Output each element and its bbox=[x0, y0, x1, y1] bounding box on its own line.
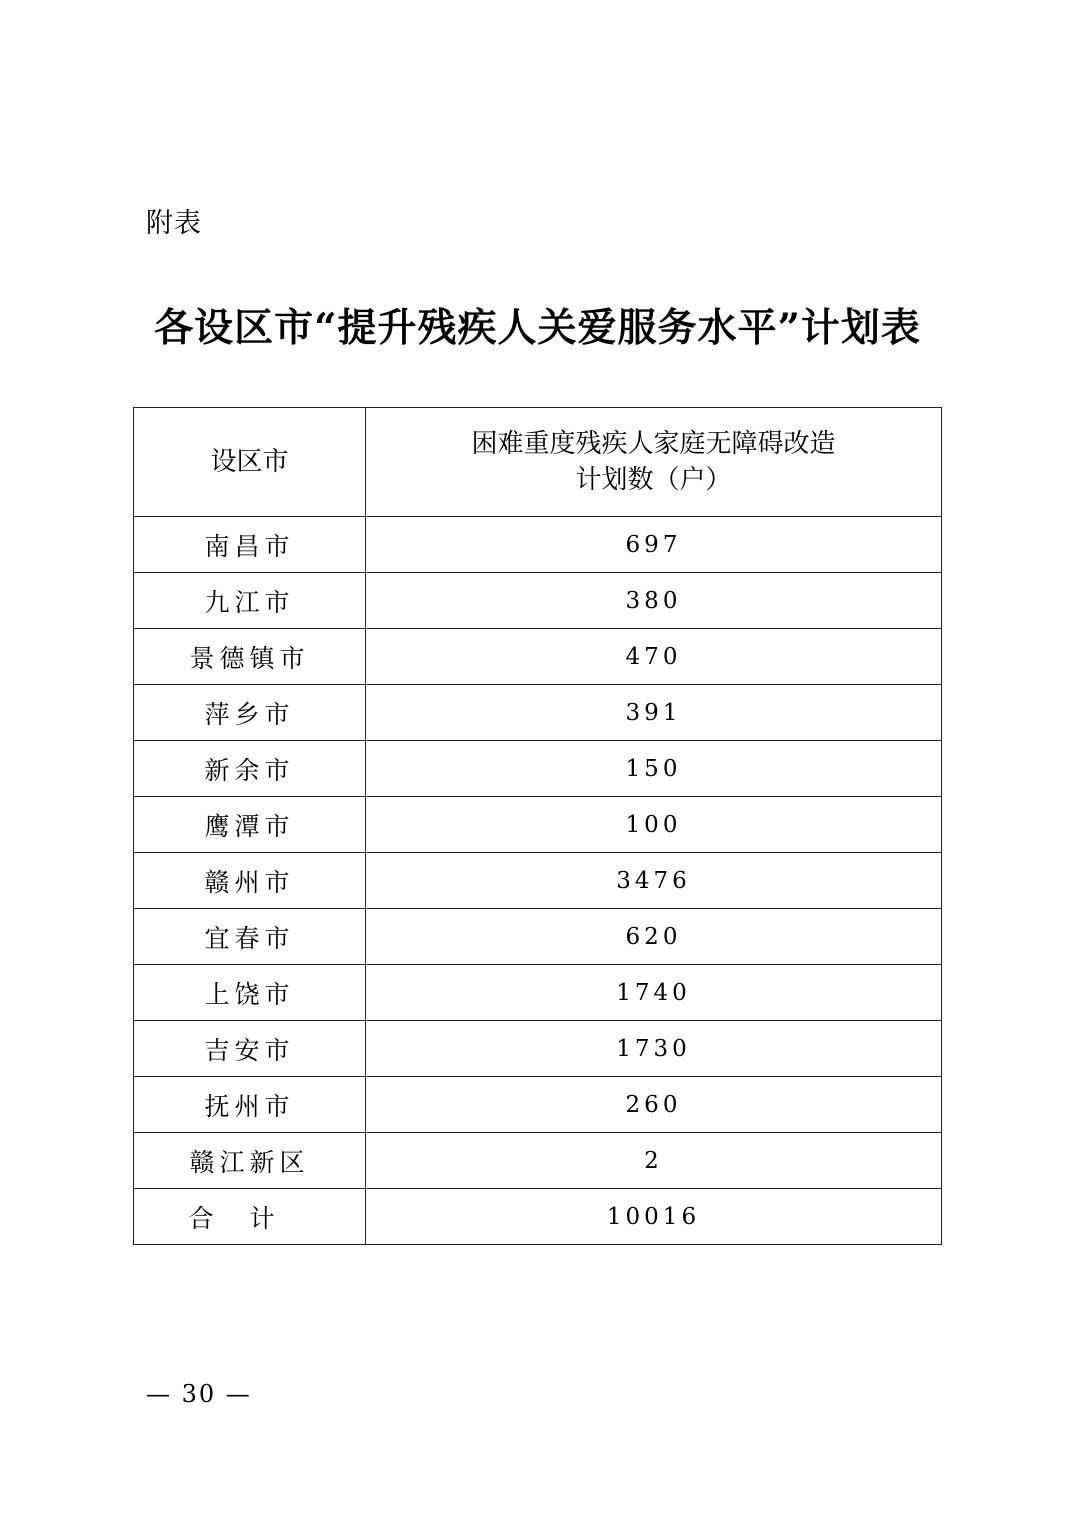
page-number: — 30 — bbox=[146, 1380, 252, 1408]
plan-count-cell: 391 bbox=[366, 685, 942, 741]
city-cell: 抚州市 bbox=[134, 1077, 366, 1133]
header-plan-line2: 计划数（户） bbox=[575, 465, 732, 495]
table-row bbox=[134, 685, 942, 741]
plan-count-cell: 1730 bbox=[366, 1021, 942, 1077]
plan-count-cell: 380 bbox=[366, 573, 942, 629]
table-row bbox=[134, 629, 942, 685]
table-row bbox=[134, 1021, 942, 1077]
document-title: 各设区市“提升残疾人关爱服务水平”计划表 bbox=[154, 305, 921, 351]
plan-count-cell: 470 bbox=[366, 629, 942, 685]
table-header-row bbox=[134, 408, 942, 517]
header-plan-line1: 困难重度残疾人家庭无障碍改造 bbox=[471, 429, 836, 459]
city-cell: 吉安市 bbox=[134, 1021, 366, 1077]
table-row bbox=[134, 853, 942, 909]
plan-count-cell: 620 bbox=[366, 909, 942, 965]
table-total-row bbox=[134, 1189, 942, 1245]
plan-count-cell: 697 bbox=[366, 517, 942, 573]
city-cell: 上饶市 bbox=[134, 965, 366, 1021]
city-cell: 赣江新区 bbox=[134, 1133, 366, 1189]
plan-count-cell: 2 bbox=[366, 1133, 942, 1189]
table-row bbox=[134, 1077, 942, 1133]
table-row bbox=[134, 573, 942, 629]
city-cell: 九江市 bbox=[134, 573, 366, 629]
total-value-cell: 10016 bbox=[366, 1189, 942, 1245]
table-row bbox=[134, 517, 942, 573]
city-cell: 宜春市 bbox=[134, 909, 366, 965]
attachment-label: 附表 bbox=[146, 208, 202, 239]
table-row bbox=[134, 909, 942, 965]
plan-count-cell: 150 bbox=[366, 741, 942, 797]
plan-count-cell: 3476 bbox=[366, 853, 942, 909]
total-label-cell: 合计 bbox=[134, 1189, 366, 1245]
plan-count-cell: 100 bbox=[366, 797, 942, 853]
city-cell: 景德镇市 bbox=[134, 629, 366, 685]
city-cell: 赣州市 bbox=[134, 853, 366, 909]
table-row bbox=[134, 1133, 942, 1189]
city-cell: 鹰潭市 bbox=[134, 797, 366, 853]
city-cell: 新余市 bbox=[134, 741, 366, 797]
city-cell: 萍乡市 bbox=[134, 685, 366, 741]
plan-count-cell: 1740 bbox=[366, 965, 942, 1021]
plan-count-cell: 260 bbox=[366, 1077, 942, 1133]
plan-table bbox=[133, 407, 942, 1245]
header-plan bbox=[366, 408, 942, 517]
header-city bbox=[134, 408, 366, 517]
table-row bbox=[134, 797, 942, 853]
header-city-label: 设区市 bbox=[210, 447, 289, 477]
table-row bbox=[134, 741, 942, 797]
table-row bbox=[134, 965, 942, 1021]
city-cell: 南昌市 bbox=[134, 517, 366, 573]
